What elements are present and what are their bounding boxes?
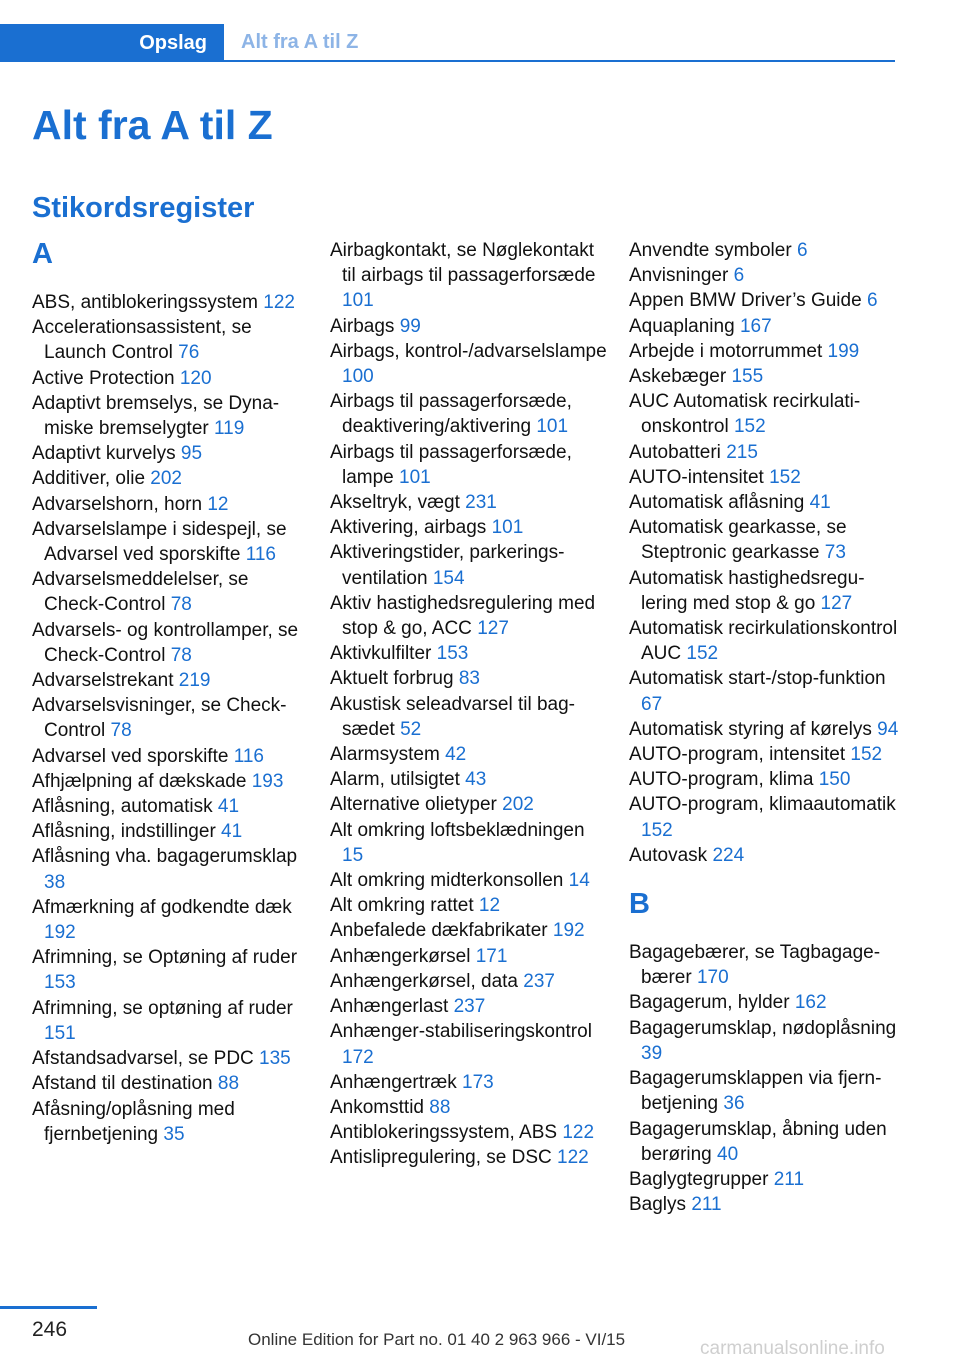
index-entry bbox=[32, 668, 312, 693]
page-reference-link[interactable]: 95 bbox=[180, 443, 203, 465]
index-entry bbox=[330, 893, 610, 918]
index-entry-text: Afmærkning af godkendte dæk bbox=[32, 896, 292, 918]
index-entry-text: Anbefalede dækfabrikater bbox=[330, 920, 548, 942]
page-reference-link[interactable]: 38 bbox=[44, 871, 66, 893]
index-entry bbox=[629, 792, 901, 842]
index-entry-text: Bagagerum, hylder bbox=[629, 992, 790, 1014]
index-entry bbox=[32, 366, 312, 391]
index-entry-text: Adaptivt bremselys, se Dynamiske bremselygter bbox=[32, 392, 280, 440]
page-reference-link[interactable]: 41 bbox=[221, 821, 243, 843]
index-entry-text: Bagagerumsklappen via fjernbetjening bbox=[629, 1068, 882, 1115]
index-letter-heading: B bbox=[629, 888, 650, 921]
index-entry bbox=[629, 263, 901, 288]
index-entry bbox=[330, 692, 610, 742]
page-reference-link[interactable]: 173 bbox=[462, 1071, 494, 1093]
page-reference-link[interactable]: 237 bbox=[523, 970, 555, 992]
index-entry-text: Advarselsvisninger, se Check-Control bbox=[32, 695, 287, 742]
index-entry-text: Airbags til passagerforsæde, lampe bbox=[330, 441, 572, 488]
index-entry bbox=[32, 1097, 312, 1147]
index-entry-text: Anhængerlast bbox=[330, 996, 449, 1018]
index-entry bbox=[32, 441, 312, 466]
index-entry-text: AUTO-program, klima bbox=[629, 769, 814, 791]
index-entry bbox=[330, 1120, 610, 1145]
page-reference-link[interactable]: 119 bbox=[214, 418, 245, 440]
index-entry bbox=[32, 895, 312, 945]
index-entry-text: Airbags til passagerforsæde, deaktivering/aktivering bbox=[330, 391, 572, 438]
index-entry-text: Advarselstrekant bbox=[32, 670, 174, 692]
index-entry-text: Automatisk recirkulationskontrol AUC bbox=[629, 618, 898, 665]
index-entry-text: Anhængertræk bbox=[330, 1071, 457, 1093]
page-reference-link[interactable]: 152 bbox=[850, 744, 883, 766]
index-entry-text: Bagagerumsklap, nødoplåsning bbox=[629, 1017, 897, 1039]
index-entry bbox=[629, 742, 901, 767]
index-column-1 bbox=[32, 238, 312, 1147]
page-number: 246 bbox=[32, 1318, 68, 1341]
page-reference-link[interactable]: 6 bbox=[866, 290, 878, 312]
index-entry-text: Afrimning, se Optøning af ruder bbox=[32, 947, 298, 969]
index-entry-text: Baglys bbox=[629, 1194, 687, 1216]
index-entry bbox=[629, 1192, 901, 1217]
index-entry-text: Active Protection bbox=[32, 367, 175, 389]
page-reference-link[interactable]: 152 bbox=[686, 643, 719, 665]
index-entry bbox=[330, 944, 610, 969]
index-entry bbox=[32, 391, 312, 441]
index-entry bbox=[32, 492, 312, 517]
page-reference-link[interactable]: 231 bbox=[465, 492, 497, 514]
index-entry-text: Anhængerkørsel, data bbox=[330, 970, 518, 992]
index-entry-text: Aktivering, airbags bbox=[330, 517, 487, 539]
index-entry-text: Airbagkontakt, se Nøglekontakt til airbags til passagerforsæde bbox=[330, 240, 596, 287]
index-entry bbox=[330, 918, 610, 943]
index-entry-text: Aflåsning, indstillinger bbox=[32, 821, 216, 843]
index-entry bbox=[330, 742, 610, 767]
index-entry-text: Advarselslampe i sidespejl, se Advarsel ved sporskifte bbox=[32, 518, 287, 566]
index-entry-text: AUTO-intensitet bbox=[629, 466, 764, 488]
index-letter-heading: A bbox=[32, 238, 53, 270]
index-entry bbox=[629, 843, 901, 868]
index-entry-text: Airbags, kontrol-/advarselslampe bbox=[330, 340, 607, 362]
index-entry bbox=[629, 389, 901, 439]
index-entry bbox=[330, 389, 610, 439]
index-entry bbox=[330, 994, 610, 1019]
index-entry-text: Automatisk aflåsning bbox=[629, 492, 805, 514]
index-entry bbox=[32, 1071, 312, 1096]
index-entry bbox=[629, 1066, 901, 1116]
index-entry-text: Afhjælpning af dækskade bbox=[32, 770, 247, 792]
index-entry-text: Aktivkulfilter bbox=[330, 643, 432, 665]
index-entry-text: Afrimning, se optøning af ruder bbox=[32, 997, 293, 1019]
tab-opslag[interactable]: Opslag bbox=[0, 24, 224, 62]
page-reference-link[interactable]: 219 bbox=[178, 670, 211, 692]
index-entry bbox=[330, 440, 610, 490]
index-entry bbox=[330, 767, 610, 792]
page-reference-link[interactable]: 101 bbox=[536, 416, 569, 438]
page-reference-link[interactable]: 150 bbox=[818, 769, 851, 791]
index-entry bbox=[32, 693, 312, 743]
page-reference-link[interactable]: 237 bbox=[453, 996, 486, 1018]
page-reference-link[interactable]: 215 bbox=[726, 441, 758, 463]
page-reference-link[interactable]: 151 bbox=[44, 1022, 76, 1044]
page-reference-link[interactable]: 211 bbox=[691, 1194, 722, 1216]
page-reference-link[interactable]: 155 bbox=[731, 366, 764, 388]
index-entry bbox=[629, 515, 901, 565]
page-reference-link[interactable]: 153 bbox=[44, 972, 76, 994]
page-reference-link[interactable]: 41 bbox=[809, 492, 831, 514]
index-entry bbox=[330, 818, 610, 868]
index-entry bbox=[32, 567, 312, 617]
page-reference-link[interactable]: 6 bbox=[733, 265, 745, 287]
index-entry bbox=[629, 616, 901, 666]
index-entry bbox=[330, 238, 610, 314]
page-reference-link[interactable]: 12 bbox=[478, 895, 501, 917]
index-entry-text: Bagagebærer, se Tagbagagebærer bbox=[629, 942, 881, 989]
index-entry bbox=[629, 490, 901, 515]
index-entry-text: Automatisk gearkasse, se Steptronic gearkasse bbox=[629, 517, 847, 564]
index-entry-text: AUTO-program, klimaautomatik bbox=[629, 794, 896, 816]
page-reference-link[interactable]: 83 bbox=[458, 668, 480, 690]
index-entry bbox=[330, 641, 610, 666]
index-entry-text: Autovask bbox=[629, 844, 708, 866]
index-entry bbox=[629, 666, 901, 716]
page-reference-link[interactable]: 78 bbox=[170, 644, 192, 666]
index-entry-text: ABS, antiblokeringssystem bbox=[32, 292, 258, 313]
index-entry-text: Anhænger-stabiliseringskontrol bbox=[330, 1021, 592, 1043]
index-entry-text: Alt omkring loftsbeklædningen bbox=[330, 819, 585, 841]
section-subtitle: Stikordsregister bbox=[32, 192, 255, 224]
index-entry-text: Aflåsning vha. bagagerumsklap bbox=[32, 846, 298, 868]
page-reference-link[interactable]: 162 bbox=[794, 992, 827, 1014]
index-entry-text: Antislipregulering, se DSC bbox=[330, 1147, 552, 1169]
index-entry-text: Aktiv hastighedsregulering med stop & go, ACC bbox=[330, 592, 596, 640]
index-entry-text: Afstand til destination bbox=[32, 1073, 213, 1095]
index-entry-text: Autobatteri bbox=[629, 441, 721, 463]
page-reference-link[interactable]: 14 bbox=[568, 870, 590, 892]
page-reference-link[interactable]: 193 bbox=[251, 770, 284, 792]
index-entry bbox=[32, 315, 312, 365]
index-column-2 bbox=[330, 238, 610, 1171]
index-entry bbox=[32, 794, 312, 819]
page-reference-link[interactable]: 36 bbox=[723, 1093, 745, 1115]
header-divider bbox=[0, 60, 895, 62]
page-reference-link[interactable]: 67 bbox=[641, 693, 663, 715]
index-entry-text: Aktiveringstider, parkeringsventilation bbox=[330, 542, 565, 589]
page-reference-link[interactable]: 192 bbox=[552, 920, 585, 942]
page-reference-link[interactable]: 73 bbox=[824, 542, 846, 564]
page-reference-link[interactable]: 88 bbox=[429, 1096, 451, 1118]
index-entry-text: Additiver, olie bbox=[32, 468, 146, 490]
page-reference-link[interactable]: 42 bbox=[445, 744, 467, 766]
index-entry-text: Advarsel ved sporskifte bbox=[32, 745, 229, 767]
index-entry bbox=[32, 466, 312, 491]
page-reference-link[interactable]: 100 bbox=[342, 366, 374, 388]
index-entry bbox=[629, 1117, 901, 1167]
index-entry-text: Adaptivt kurvelys bbox=[32, 443, 176, 465]
page-reference-link[interactable]: 52 bbox=[400, 718, 422, 740]
index-entry bbox=[629, 288, 901, 313]
page-reference-link[interactable]: 39 bbox=[641, 1042, 663, 1064]
index-entry bbox=[330, 666, 610, 691]
page-reference-link[interactable]: 152 bbox=[769, 466, 801, 488]
page-reference-link[interactable]: 99 bbox=[399, 315, 421, 337]
index-entry-text: Airbags bbox=[330, 315, 395, 337]
watermark: carmanualsonline.info bbox=[700, 1338, 885, 1359]
page-reference-link[interactable]: 172 bbox=[342, 1046, 374, 1068]
index-entry-text: Anhængerkørsel bbox=[330, 945, 471, 967]
page-reference-link[interactable]: 94 bbox=[877, 718, 899, 740]
index-entry bbox=[629, 314, 901, 339]
index-entry bbox=[629, 1016, 901, 1066]
footer-divider bbox=[0, 1306, 97, 1309]
index-entry bbox=[32, 1046, 312, 1071]
page-reference-link[interactable]: 15 bbox=[342, 844, 364, 866]
index-entry-text: AUC Automatisk recirkulationskontrol bbox=[629, 391, 861, 438]
tab-alt-fra-a-til-z[interactable]: Alt fra A til Z bbox=[241, 30, 359, 53]
index-entry bbox=[32, 618, 312, 668]
index-entry-text: Accelerationsassistent, se Launch Control bbox=[32, 317, 252, 364]
index-entry bbox=[330, 540, 610, 590]
page-reference-link[interactable]: 101 bbox=[491, 517, 524, 539]
index-entry-text: Anvisninger bbox=[629, 265, 729, 287]
index-entry-text: Anvendte symboler bbox=[629, 240, 792, 261]
page-reference-link[interactable]: 12 bbox=[207, 493, 229, 515]
index-entry bbox=[32, 996, 312, 1046]
page-reference-link[interactable]: 6 bbox=[796, 240, 808, 261]
index-entry bbox=[629, 1167, 901, 1192]
index-entry-text: Afstandsadvarsel, se PDC bbox=[32, 1048, 254, 1070]
index-entry bbox=[330, 1019, 610, 1069]
index-entry bbox=[330, 1070, 610, 1095]
index-entry-text: Automatisk start-/stop-funktion bbox=[629, 668, 886, 690]
index-entry bbox=[330, 515, 610, 540]
index-entry bbox=[629, 566, 901, 616]
page-reference-link[interactable]: 192 bbox=[44, 922, 76, 944]
index-entry bbox=[32, 744, 312, 769]
index-entry-text: Advarsels- og kontrollamper, se Check-Control bbox=[32, 619, 299, 666]
index-entry-text: Advarselshorn, horn bbox=[32, 493, 203, 515]
page-reference-link[interactable]: 122 bbox=[263, 292, 295, 313]
page-reference-link[interactable]: 127 bbox=[820, 592, 853, 614]
index-entry bbox=[629, 364, 901, 389]
index-entry bbox=[629, 717, 901, 742]
header-bar bbox=[0, 24, 895, 62]
index-entry bbox=[330, 314, 610, 339]
page-reference-link[interactable]: 88 bbox=[217, 1073, 240, 1095]
index-entry-text: Arbejde i motorrummet bbox=[629, 340, 823, 362]
page-reference-link[interactable]: 202 bbox=[150, 468, 182, 490]
page-reference-link[interactable]: 76 bbox=[178, 342, 200, 364]
index-entry bbox=[629, 238, 901, 263]
index-entry-text: Alt omkring midterkonsollen bbox=[330, 870, 564, 892]
index-entry-text: Alternative olietyper bbox=[330, 794, 497, 816]
page-reference-link[interactable]: 199 bbox=[827, 340, 860, 362]
index-entry bbox=[32, 844, 312, 894]
index-entry bbox=[330, 868, 610, 893]
index-entry bbox=[629, 440, 901, 465]
page-reference-link[interactable]: 101 bbox=[342, 290, 374, 312]
index-entry-text: Automatisk hastighedsregulering med stop & go bbox=[629, 567, 865, 614]
page-reference-link[interactable]: 78 bbox=[110, 720, 132, 742]
index-entry bbox=[330, 969, 610, 994]
index-entry bbox=[330, 490, 610, 515]
page-title: Alt fra A til Z bbox=[32, 102, 273, 148]
index-entry bbox=[32, 517, 312, 567]
page-reference-link[interactable]: 171 bbox=[475, 945, 508, 967]
index-entry bbox=[629, 940, 901, 990]
index-entry-text: Alarmsystem bbox=[330, 744, 440, 766]
page-reference-link[interactable]: 122 bbox=[562, 1122, 595, 1144]
index-entry-text: Baglygtegrupper bbox=[629, 1168, 769, 1190]
page-reference-link[interactable]: 211 bbox=[773, 1168, 805, 1190]
page-reference-link[interactable]: 153 bbox=[436, 643, 469, 665]
index-entry bbox=[32, 945, 312, 995]
index-entry-text: Antiblokeringssystem, ABS bbox=[330, 1122, 558, 1144]
index-entry bbox=[32, 290, 312, 315]
index-entry-text: Advarselsmeddelelser, se Check-Control bbox=[32, 569, 249, 616]
index-entry-text: Aktuelt forbrug bbox=[330, 668, 454, 690]
index-entry-text: AUTO-program, intensitet bbox=[629, 744, 846, 766]
page-reference-link[interactable]: 40 bbox=[717, 1143, 739, 1165]
page-reference-link[interactable]: 35 bbox=[163, 1123, 185, 1145]
page-reference-link[interactable]: 152 bbox=[733, 416, 766, 438]
page-reference-link[interactable]: 127 bbox=[477, 618, 509, 640]
index-entry-text: Alt omkring rattet bbox=[330, 895, 474, 917]
page-reference-link[interactable]: 78 bbox=[170, 594, 192, 616]
index-entry-text: Automatisk styring af kørelys bbox=[629, 718, 872, 740]
index-entry bbox=[330, 591, 610, 641]
index-entry-text: Askebæger bbox=[629, 366, 727, 388]
index-entry bbox=[330, 1095, 610, 1120]
index-entry bbox=[32, 769, 312, 794]
page-reference-link[interactable]: 135 bbox=[259, 1048, 291, 1070]
index-column-3 bbox=[629, 238, 901, 1217]
page-reference-link[interactable]: 224 bbox=[712, 844, 745, 866]
index-entry bbox=[32, 819, 312, 844]
index-entry-text: Alarm, utilsigtet bbox=[330, 769, 460, 791]
page-reference-link[interactable]: 120 bbox=[179, 367, 212, 389]
page-reference-link[interactable]: 154 bbox=[432, 567, 465, 589]
index-entry bbox=[629, 465, 901, 490]
index-entry bbox=[629, 767, 901, 792]
page-reference-link[interactable]: 116 bbox=[233, 745, 264, 767]
index-entry-text: Appen BMW Driver’s Guide bbox=[629, 290, 862, 312]
index-entry-text: Ankomsttid bbox=[330, 1096, 424, 1118]
index-entry-text: Aflåsning, automatisk bbox=[32, 796, 213, 818]
index-entry-text: Bagagerumsklap, åbning uden berøring bbox=[629, 1118, 887, 1165]
page-reference-link[interactable]: 202 bbox=[502, 794, 534, 816]
online-edition-note: Online Edition for Part no. 01 40 2 963 966 - VI/15 bbox=[248, 1330, 626, 1349]
page-reference-link[interactable]: 170 bbox=[696, 967, 729, 989]
index-entry bbox=[629, 990, 901, 1015]
page-reference-link[interactable]: 152 bbox=[641, 819, 673, 841]
page-reference-link[interactable]: 122 bbox=[557, 1147, 589, 1169]
index-entry-text: Aquaplaning bbox=[629, 315, 735, 337]
index-entry-text: Afåsning/oplåsning med fjernbetjening bbox=[32, 1098, 235, 1145]
page-reference-link[interactable]: 101 bbox=[399, 466, 431, 488]
page-reference-link[interactable]: 116 bbox=[245, 544, 276, 566]
index-entry bbox=[629, 339, 901, 364]
index-entry bbox=[330, 339, 610, 389]
page-reference-link[interactable]: 167 bbox=[739, 315, 772, 337]
page-reference-link[interactable]: 43 bbox=[465, 769, 487, 791]
index-entry-text: Akseltryk, vægt bbox=[330, 492, 460, 514]
page-reference-link[interactable]: 41 bbox=[217, 796, 240, 818]
index-entry-text: Akustisk seleadvarsel til bagsædet bbox=[330, 693, 575, 740]
index-entry bbox=[330, 792, 610, 817]
index-entry bbox=[330, 1145, 610, 1170]
